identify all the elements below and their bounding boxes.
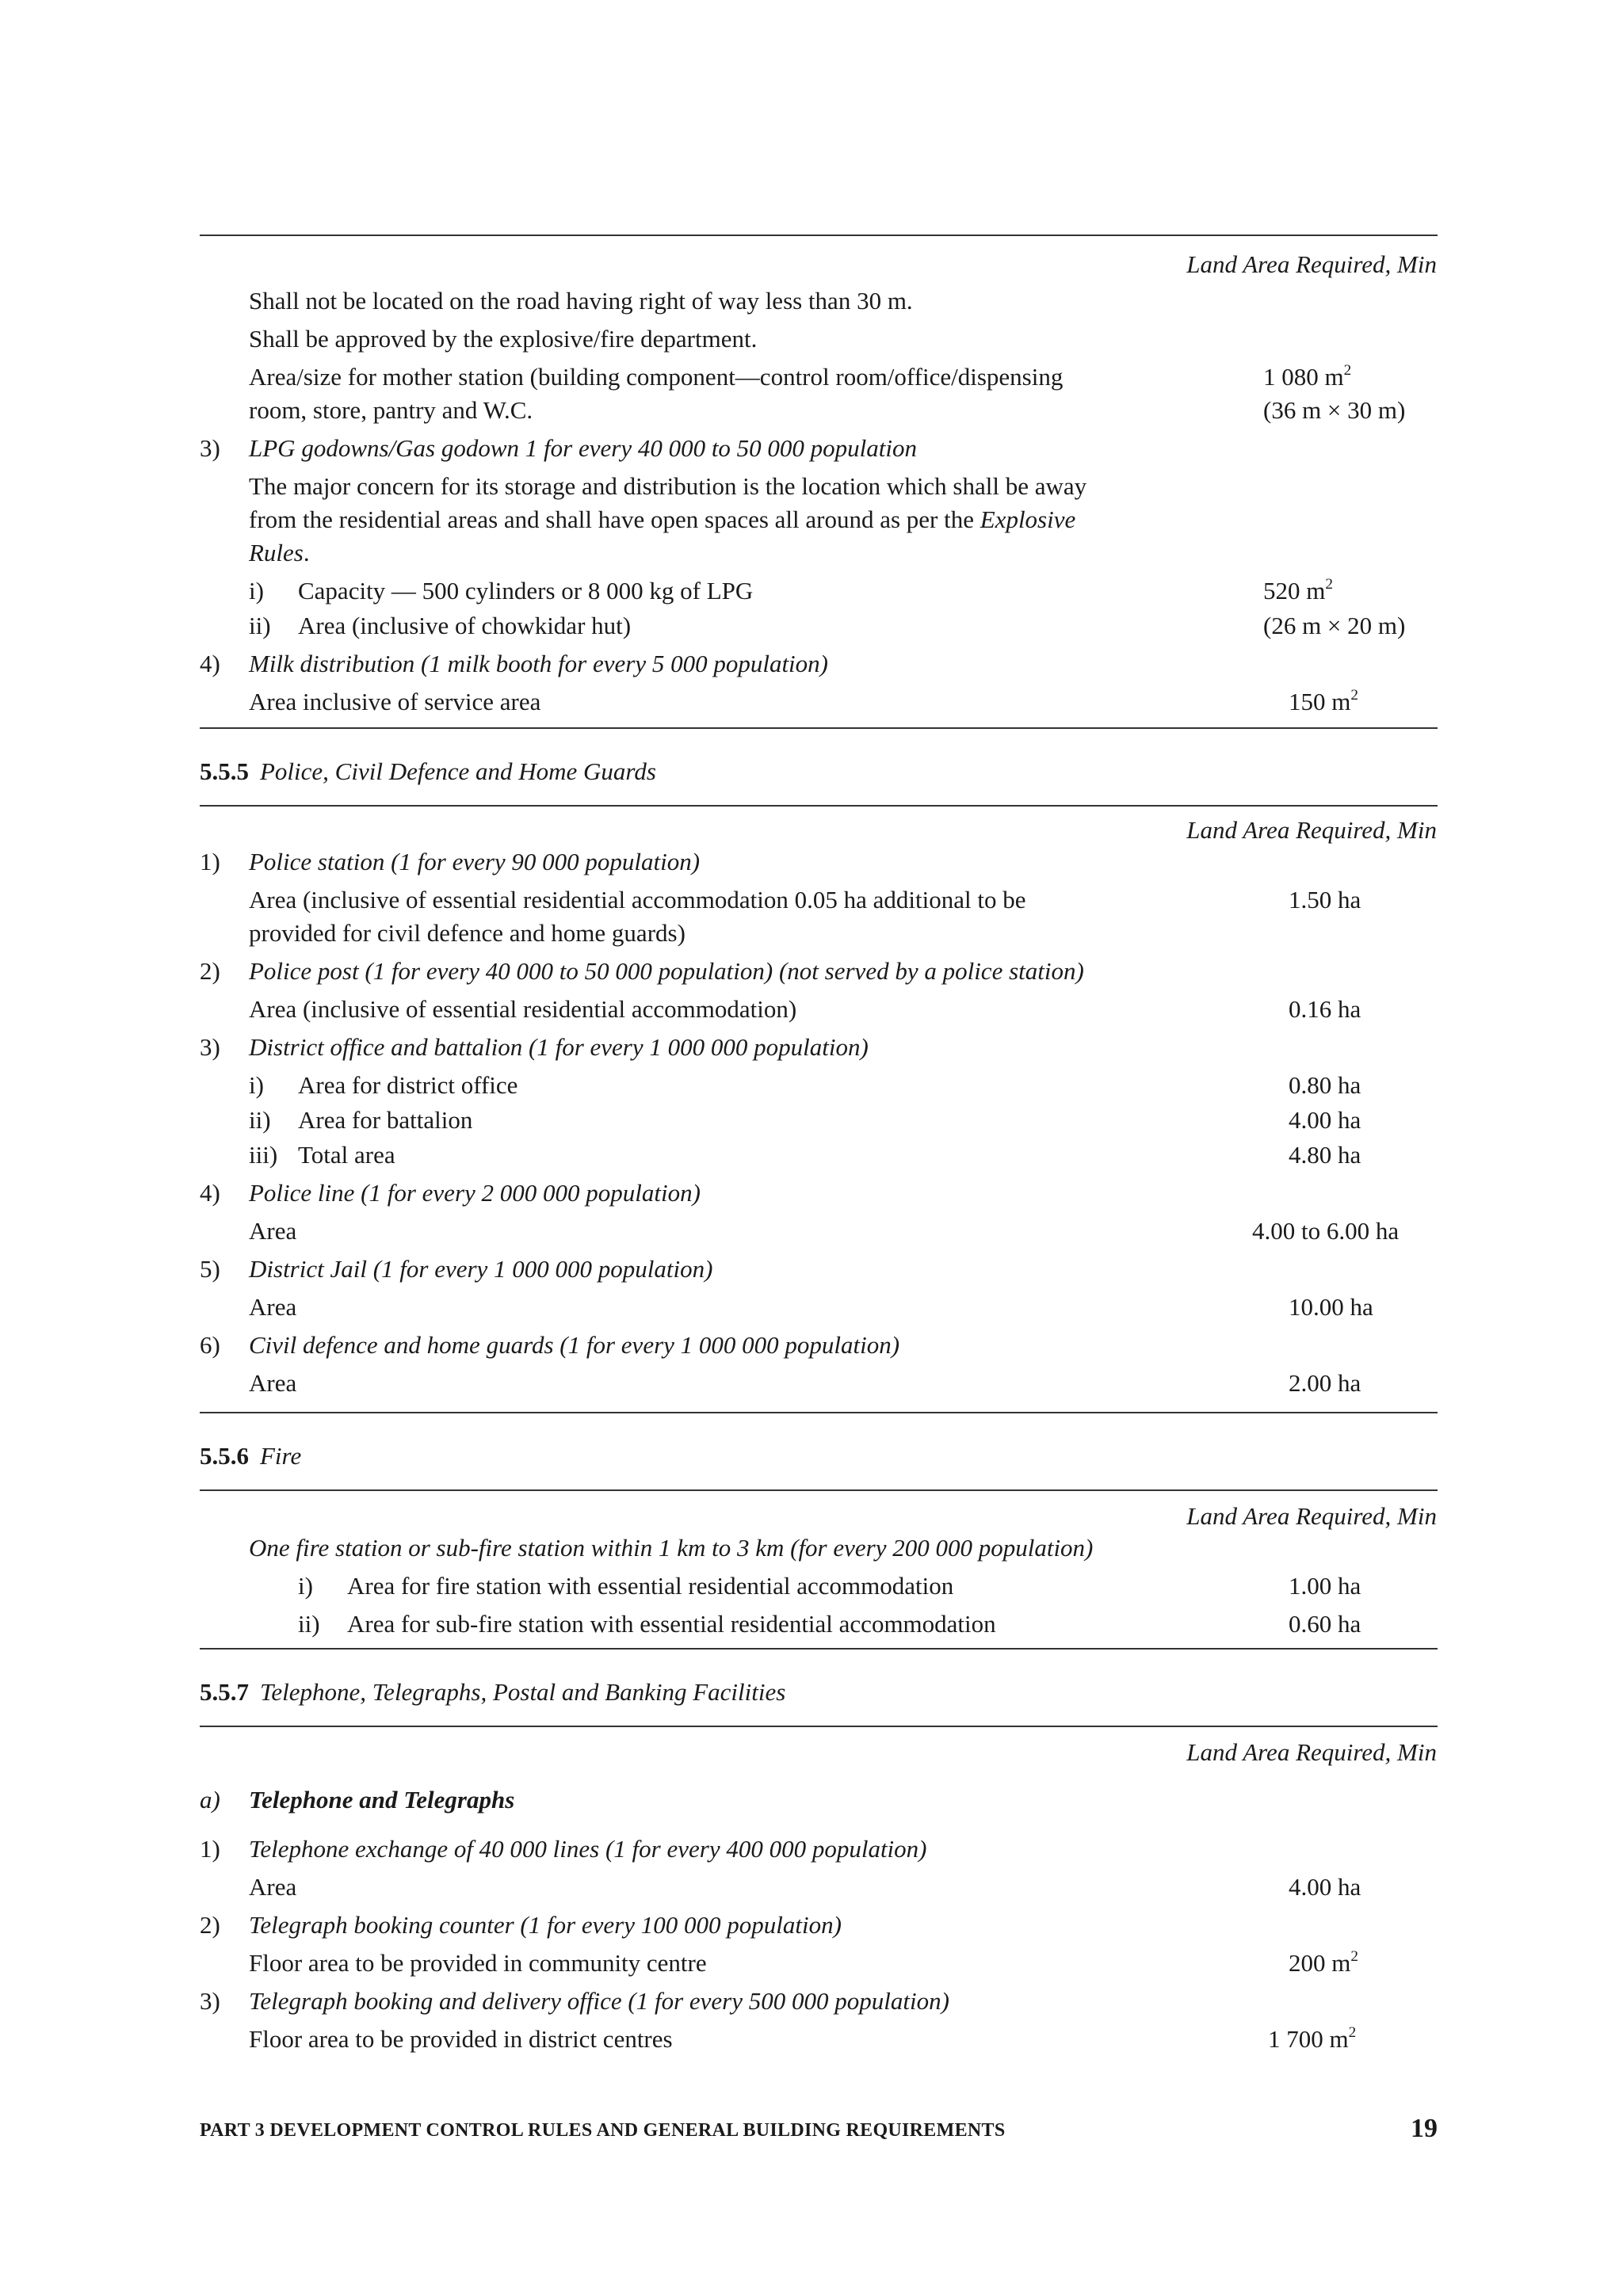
row-text: Area (inclusive of essential residential accommodation 0.05 ha additional to be <box>249 886 1026 913</box>
item-title: Milk distribution (1 milk booth for every 5 000 population) <box>249 650 828 677</box>
item-title: LPG godowns/Gas godown 1 for every 40 000 to 50 000 population <box>249 434 918 462</box>
item-title: Telephone exchange of 40 000 lines (1 for every 400 000 population) <box>249 1835 927 1863</box>
row-value: 4.00 ha <box>1289 1106 1361 1134</box>
row-text: from the residential areas and shall have open spaces all around as per the Explosive <box>249 505 1076 533</box>
row-text: Floor area to be provided in district centres <box>249 2025 673 2053</box>
table-top-rule <box>200 235 1438 236</box>
row-text: room, store, pantry and W.C. <box>249 396 533 424</box>
item-title: Telegraph booking counter (1 for every 100 000 population) <box>249 1911 842 1939</box>
land-area-header: Land Area Required, Min <box>1186 816 1437 844</box>
item-title: Police line (1 for every 2 000 000 population) <box>249 1179 701 1207</box>
sub-number: iii) <box>249 1141 278 1169</box>
row-text: Area <box>249 1293 297 1321</box>
item-number: 2) <box>200 957 220 985</box>
section-heading: 5.5.5 Police, Civil Defence and Home Guards <box>200 757 656 785</box>
row-text: Area <box>249 1369 297 1397</box>
row-text: Area for district office <box>298 1071 518 1099</box>
row-text: Area inclusive of service area <box>249 688 541 715</box>
section-heading: 5.5.6 Fire <box>200 1442 302 1470</box>
table-top-rule <box>200 1489 1438 1491</box>
sub-number: ii) <box>249 612 271 639</box>
row-value: 0.80 ha <box>1289 1071 1361 1099</box>
row-value: 4.00 ha <box>1289 1873 1361 1901</box>
item-number: 3) <box>200 434 220 462</box>
table-top-rule <box>200 805 1438 807</box>
item-number: 4) <box>200 1179 220 1207</box>
page-footer: PART 3 DEVELOPMENT CONTROL RULES AND GENERAL BUILDING REQUIREMENTS <box>200 2120 1006 2141</box>
table-bottom-rule <box>200 1412 1438 1413</box>
row-text: provided for civil defence and home guards) <box>249 919 685 947</box>
row-text: Capacity — 500 cylinders or 8 000 kg of LPG <box>298 577 754 605</box>
item-title: Civil defence and home guards (1 for every 1 000 000 population) <box>249 1331 900 1359</box>
row-text: Floor area to be provided in community centre <box>249 1949 707 1977</box>
land-area-header: Land Area Required, Min <box>1186 1502 1437 1530</box>
land-area-header: Land Area Required, Min <box>1186 1738 1437 1766</box>
land-area-header: Land Area Required, Min <box>1186 250 1437 278</box>
item-number: 3) <box>200 1033 220 1061</box>
row-value: 10.00 ha <box>1289 1293 1373 1321</box>
row-text: Area/size for mother station (building component—control room/office/dispensing <box>249 363 1064 391</box>
row-value: 1 700 $m^2$ <box>1268 2024 1357 2053</box>
item-title: Police post (1 for every 40 000 to 50 000 population) (not served by a police station) <box>249 957 1084 985</box>
sub-number: ii) <box>249 1106 271 1134</box>
table-bottom-rule <box>200 1648 1438 1650</box>
row-value: 1.00 ha <box>1289 1572 1361 1600</box>
row-text: Shall not be located on the road having right of way less than 30 m. <box>249 287 913 315</box>
row-text: Area <box>249 1217 297 1245</box>
item-title: District Jail (1 for every 1 000 000 population) <box>249 1255 713 1283</box>
row-text: The major concern for its storage and distribution is the location which shall be away <box>249 472 1087 500</box>
item-number: 4) <box>200 650 220 677</box>
item-title: Telegraph booking and delivery office (1 for every 500 000 population) <box>249 1987 949 2015</box>
item-number: 2) <box>200 1911 220 1939</box>
item-number: 1) <box>200 1835 220 1863</box>
item-number: 6) <box>200 1331 220 1359</box>
row-text: Area for sub-fire station with essential residential accommodation <box>347 1610 996 1638</box>
row-text: Shall be approved by the explosive/fire department. <box>249 325 758 353</box>
row-value: 1 080 $m^2$ <box>1263 362 1352 391</box>
row-value: (36 m × 30 m) <box>1263 396 1406 424</box>
item-number: 3) <box>200 1987 220 2015</box>
item-title: Police station (1 for every 90 000 population) <box>249 848 701 875</box>
row-value: 0.16 ha <box>1289 995 1361 1023</box>
item-title: One fire station or sub-fire station within 1 km to 3 km (for every 200 000 population) <box>249 1534 1094 1562</box>
item-title: District office and battalion (1 for every 1 000 000 population) <box>249 1033 869 1061</box>
row-text: Total area <box>298 1141 395 1169</box>
row-value: 2.00 ha <box>1289 1369 1361 1397</box>
sub-number: i) <box>249 1071 264 1099</box>
row-value: 150 $m^2$ <box>1289 687 1358 715</box>
row-value: 4.00 to 6.00 ha <box>1252 1217 1400 1245</box>
subsection-label: a) <box>200 1786 220 1814</box>
row-text: Area (inclusive of chowkidar hut) <box>298 612 632 639</box>
row-value: (26 m × 20 m) <box>1263 612 1406 639</box>
row-value: 520 $m^2$ <box>1263 576 1333 605</box>
item-number: 1) <box>200 848 220 875</box>
page-number: 19 <box>1411 2114 1438 2143</box>
subsection-title: Telephone and Telegraphs <box>249 1786 515 1814</box>
row-text: Area for fire station with essential residential accommodation <box>347 1572 954 1600</box>
table-bottom-rule <box>200 727 1438 729</box>
row-value: 1.50 ha <box>1289 886 1361 913</box>
section-heading: 5.5.7 Telephone, Telegraphs, Postal and Banking Facilities <box>200 1678 786 1706</box>
row-text: Rules. <box>249 539 310 566</box>
sub-number: i) <box>298 1572 313 1600</box>
row-text: Area <box>249 1873 297 1901</box>
sub-number: i) <box>249 577 264 605</box>
row-value: 0.60 ha <box>1289 1610 1361 1638</box>
sub-number: ii) <box>298 1610 320 1638</box>
row-text: Area for battalion <box>298 1106 473 1134</box>
table-top-rule <box>200 1726 1438 1727</box>
row-value: 200 $m^2$ <box>1289 1948 1358 1977</box>
row-value: 4.80 ha <box>1289 1141 1361 1169</box>
row-text: Area (inclusive of essential residential accommodation) <box>249 995 797 1023</box>
item-number: 5) <box>200 1255 220 1283</box>
